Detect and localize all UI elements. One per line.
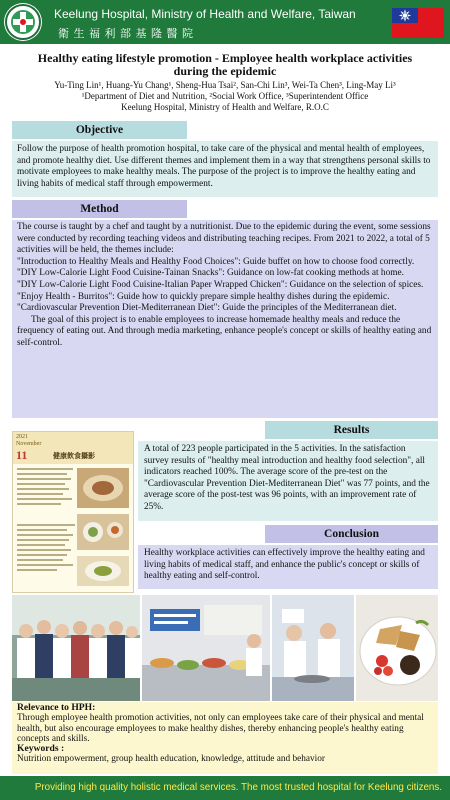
hospital-name-en: Keelung Hospital, Ministry of Health and Welfare, Taiwan [54, 7, 356, 21]
photo-strip [12, 595, 438, 701]
hospital-name-zh: 衛生福利部基隆醫院 [58, 27, 198, 40]
author-list: Yu-Ting Lin¹, Huang-Yu Chang¹, Sheng-Hua Tsai², San-Chi Lin³, Wei-Ta Chen³, Ling-May Li³ [54, 80, 396, 90]
conclusion-heading: Conclusion [265, 525, 438, 543]
method-item-4: "Enjoy Health - Burritos": Guide how to quickly prepare simple healthy dishes during the epidemic. [17, 291, 390, 302]
author-block [8, 80, 442, 113]
healthy-dish-photo [356, 595, 438, 701]
keywords-heading: Keywords : [17, 743, 65, 755]
title-line-2: during the epidemic [173, 64, 277, 78]
footer-bar [0, 776, 450, 800]
flyer-year: 2021 [16, 434, 28, 440]
method-section [12, 220, 438, 418]
group-photo [12, 595, 140, 701]
results-text: A total of 223 people participated in the 5 activities. In the satisfaction survey results of "healthy meal introduction and healthy food selection", all indicators reached 100%. The average score of the pre-test on the "Cardiovascular Prevention Diet-Mediterranean Diet" was 77 points, and the average score of the post-test was 96 points, with an improvement rate of 25%. [138, 441, 438, 521]
method-heading: Method [12, 200, 187, 218]
buffet-photo [142, 595, 270, 701]
method-item-5: "Cardiovascular Prevention Diet-Mediterranean Diet": Guide the principles of the Mediterranean diet. [17, 303, 397, 314]
keywords-text: Nutrition empowerment, group health education, knowledge, attitude and behavior [17, 754, 326, 765]
relevance-text: Through employee health promotion activities, not only can employees take care of their physical and mental health, but also encourage employees to make healthy dishes, thereby enhancing people's healthy eating concepts and skills. [17, 713, 424, 744]
results-heading: Results [265, 421, 438, 439]
flyer-body-graphic [13, 466, 133, 592]
poster-title [10, 52, 440, 78]
institution: Keelung Hospital, Ministry of Health and Welfare, R.O.C [121, 102, 329, 112]
title-line-1: Healthy eating lifestyle promotion - Employee health workplace activities [37, 51, 413, 65]
affiliations: ¹Department of Diet and Nutrition, ²Social Work Office, ³Superintendent Office [81, 91, 369, 101]
taiwan-flag-icon [392, 8, 444, 38]
activity-flyer-image [12, 431, 134, 593]
chef-demo-photo [272, 595, 354, 701]
method-goal: The goal of this project is to enable employees to increase homemade healthy meals and reduce the frequency of eating out. And through media marketing, enhance people's concept or skills of healthy eating and self-control. [17, 314, 432, 348]
flyer-month: November [16, 441, 42, 447]
relevance-heading: Relevance to HPH: [17, 702, 96, 713]
method-item-3: "DIY Low-Calorie Light Food Cuisine-Italian Paper Wrapped Chicken": Guidance on the selection of spices. [17, 279, 424, 290]
flyer-day: 11 [16, 448, 28, 462]
footer-slogan: Providing high quality holistic medical services. The most trusted hospital for Keelung citizens. [34, 782, 442, 793]
method-intro: The course is taught by a chef and taught by a nutritionist. Due to the epidemic during the event, some sessions were conducted by recording teaching videos and distributing teaching recipes. From 2021 to 2022, a total of 5 activities will be held, the themes include: [17, 222, 431, 256]
objective-text: Follow the purpose of health promotion hospital, to take care of the physical and mental health of employees, and promote healthy diet. Use different themes and implement them in a way that strengthens personal skills to motivate employees to make healthy meals. The purpose of the project is to improve the healthy eating and living habits of medical staff through empowerment. [12, 141, 438, 197]
hospital-logo [4, 3, 42, 41]
relevance-section [12, 702, 438, 774]
objective-heading: Objective [12, 121, 187, 139]
method-item-1: "Introduction to Healthy Meals and Healthy Food Choices": Guide buffet on how to choose food correctly. [17, 256, 415, 267]
method-item-2: "DIY Low-Calorie Light Food Cuisine-Tainan Snacks": Guidance on low-fat cooking methods at home. [17, 268, 404, 279]
flyer-headline: 健康飲食攝影 [53, 452, 95, 460]
conclusion-text: Healthy workplace activities can effectively improve the healthy eating and living habits of medical staff, and enhance the public's concept or skills of healthy eating and self-control. [138, 545, 438, 589]
